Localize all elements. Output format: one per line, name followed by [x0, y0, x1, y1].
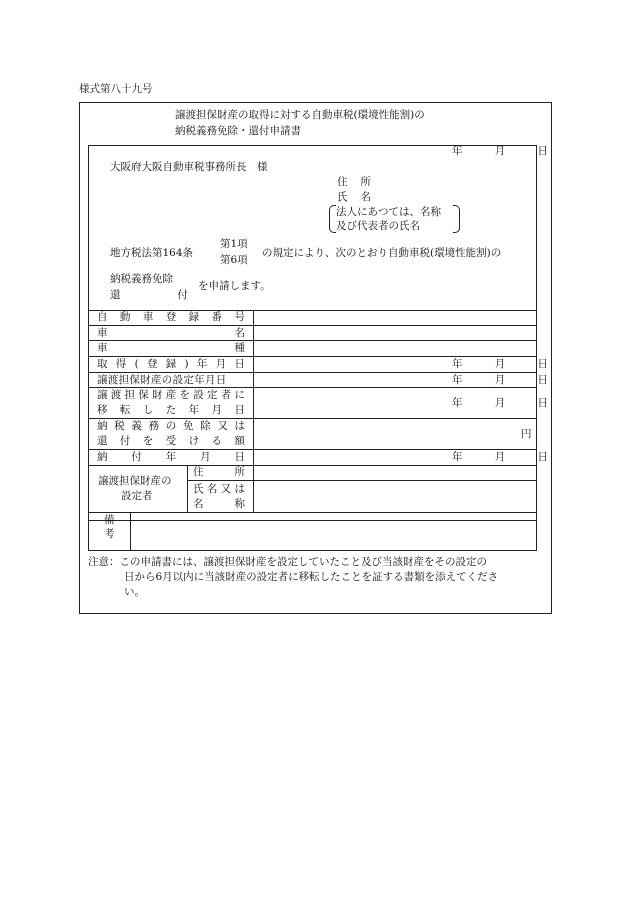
table-column-line	[253, 310, 254, 512]
note-line-2: 日から6月以内に当該財産の設定者に移転したことを証する書類を添えてくださ	[124, 571, 499, 583]
corp-note-right-bracket	[453, 205, 460, 233]
table-line	[88, 512, 537, 513]
law-text-after: の規定により、次のとおり自動車税(環境性能割)の	[262, 247, 502, 259]
payment-date-field[interactable]: 年 月 日	[452, 451, 548, 463]
vehicle-name-label: 車 名	[97, 327, 245, 339]
addressee: 大阪府大阪自動車税事務所長 様	[110, 161, 268, 173]
table-line	[88, 465, 537, 466]
table-line	[88, 356, 537, 357]
corp-note-line-1: 法人にあつては、名称	[336, 206, 441, 218]
form-number: 様式第八十九号	[79, 83, 153, 95]
law-text: 地方税法第164条	[110, 247, 194, 259]
settlor-label-line-2: 設定者	[121, 490, 153, 502]
remarks-divider-line	[130, 521, 131, 550]
application-date[interactable]	[452, 146, 548, 157]
remarks-right-line	[536, 521, 537, 550]
remarks-column-line	[130, 512, 131, 521]
clause-6-option[interactable]: 第6項	[220, 254, 248, 266]
remarks-label-1: 備	[104, 514, 115, 526]
transfer-date-label-line-1: 譲 渡 担 保 財 産 を 設 定 者 に	[97, 389, 245, 401]
acquisition-date-label: 取 得 ( 登 録 ) 年 月 日	[97, 358, 245, 370]
corp-note-left-bracket	[329, 205, 336, 233]
table-top-line	[88, 310, 537, 311]
settlor-name-label-line-1: 氏 名 又 は	[193, 483, 245, 495]
form-title-line-1: 譲渡担保財産の取得に対する自動車税(環境性能割)の	[175, 109, 425, 121]
setup-date-field[interactable]: 年 月 日	[452, 374, 548, 386]
table-line	[88, 372, 537, 373]
year-label: 年	[452, 145, 463, 157]
remarks-bottom-line	[88, 550, 537, 551]
settlor-label-line-1: 譲渡担保財産の	[98, 475, 172, 487]
amount-label-line-1: 納 税 義 務 の 免 除 又 は	[97, 420, 245, 432]
table-column-line	[187, 465, 188, 512]
applicant-name-label: 氏 名	[337, 191, 371, 203]
table-line	[187, 480, 537, 481]
amount-label-line-2: 還 付 を 受 け る 額	[97, 435, 245, 447]
remarks-label-2: 考	[104, 528, 115, 540]
table-line	[88, 340, 537, 341]
form-title-line-2: 納税義務免除・還付申請書	[175, 125, 301, 137]
table-line	[88, 387, 537, 388]
table-line	[88, 449, 537, 450]
setup-date-label: 譲渡担保財産の設定年月日	[97, 374, 227, 386]
transfer-date-label-line-2: 移 転 し た 年 月 日	[97, 404, 245, 416]
corp-note-line-2: 及び代表者の氏名	[336, 220, 420, 232]
amount-yen-unit: 円	[521, 428, 532, 440]
option-exempt[interactable]: 納税義務免除	[110, 273, 173, 285]
note-line-1: 注意：この申請書には、譲渡担保財産を設定していたこと及び当該財産をその設定の	[88, 556, 487, 568]
acquisition-date-field[interactable]: 年 月 日	[452, 358, 548, 370]
clause-1-option[interactable]: 第1項	[220, 238, 248, 250]
month-label: 月	[494, 145, 506, 157]
option-refund[interactable]: 還 付	[110, 289, 188, 301]
registration-number-label: 自 動 車 登 録 番 号	[97, 311, 245, 323]
day-label: 日	[537, 145, 548, 157]
table-line	[88, 418, 537, 419]
payment-date-label: 納 付 年 月 日	[97, 451, 245, 463]
note-line-3: い。	[124, 586, 145, 598]
remarks-left-line	[88, 521, 89, 550]
table-line	[88, 325, 537, 326]
vehicle-type-label: 車 種	[97, 342, 245, 354]
settlor-address-label: 住 所	[193, 466, 245, 478]
transfer-date-field[interactable]: 年 月 日	[452, 397, 548, 409]
settlor-name-label-line-2: 名 称	[193, 498, 245, 510]
apply-text: を申請します。	[198, 280, 271, 292]
applicant-address-label: 住 所	[337, 176, 371, 188]
